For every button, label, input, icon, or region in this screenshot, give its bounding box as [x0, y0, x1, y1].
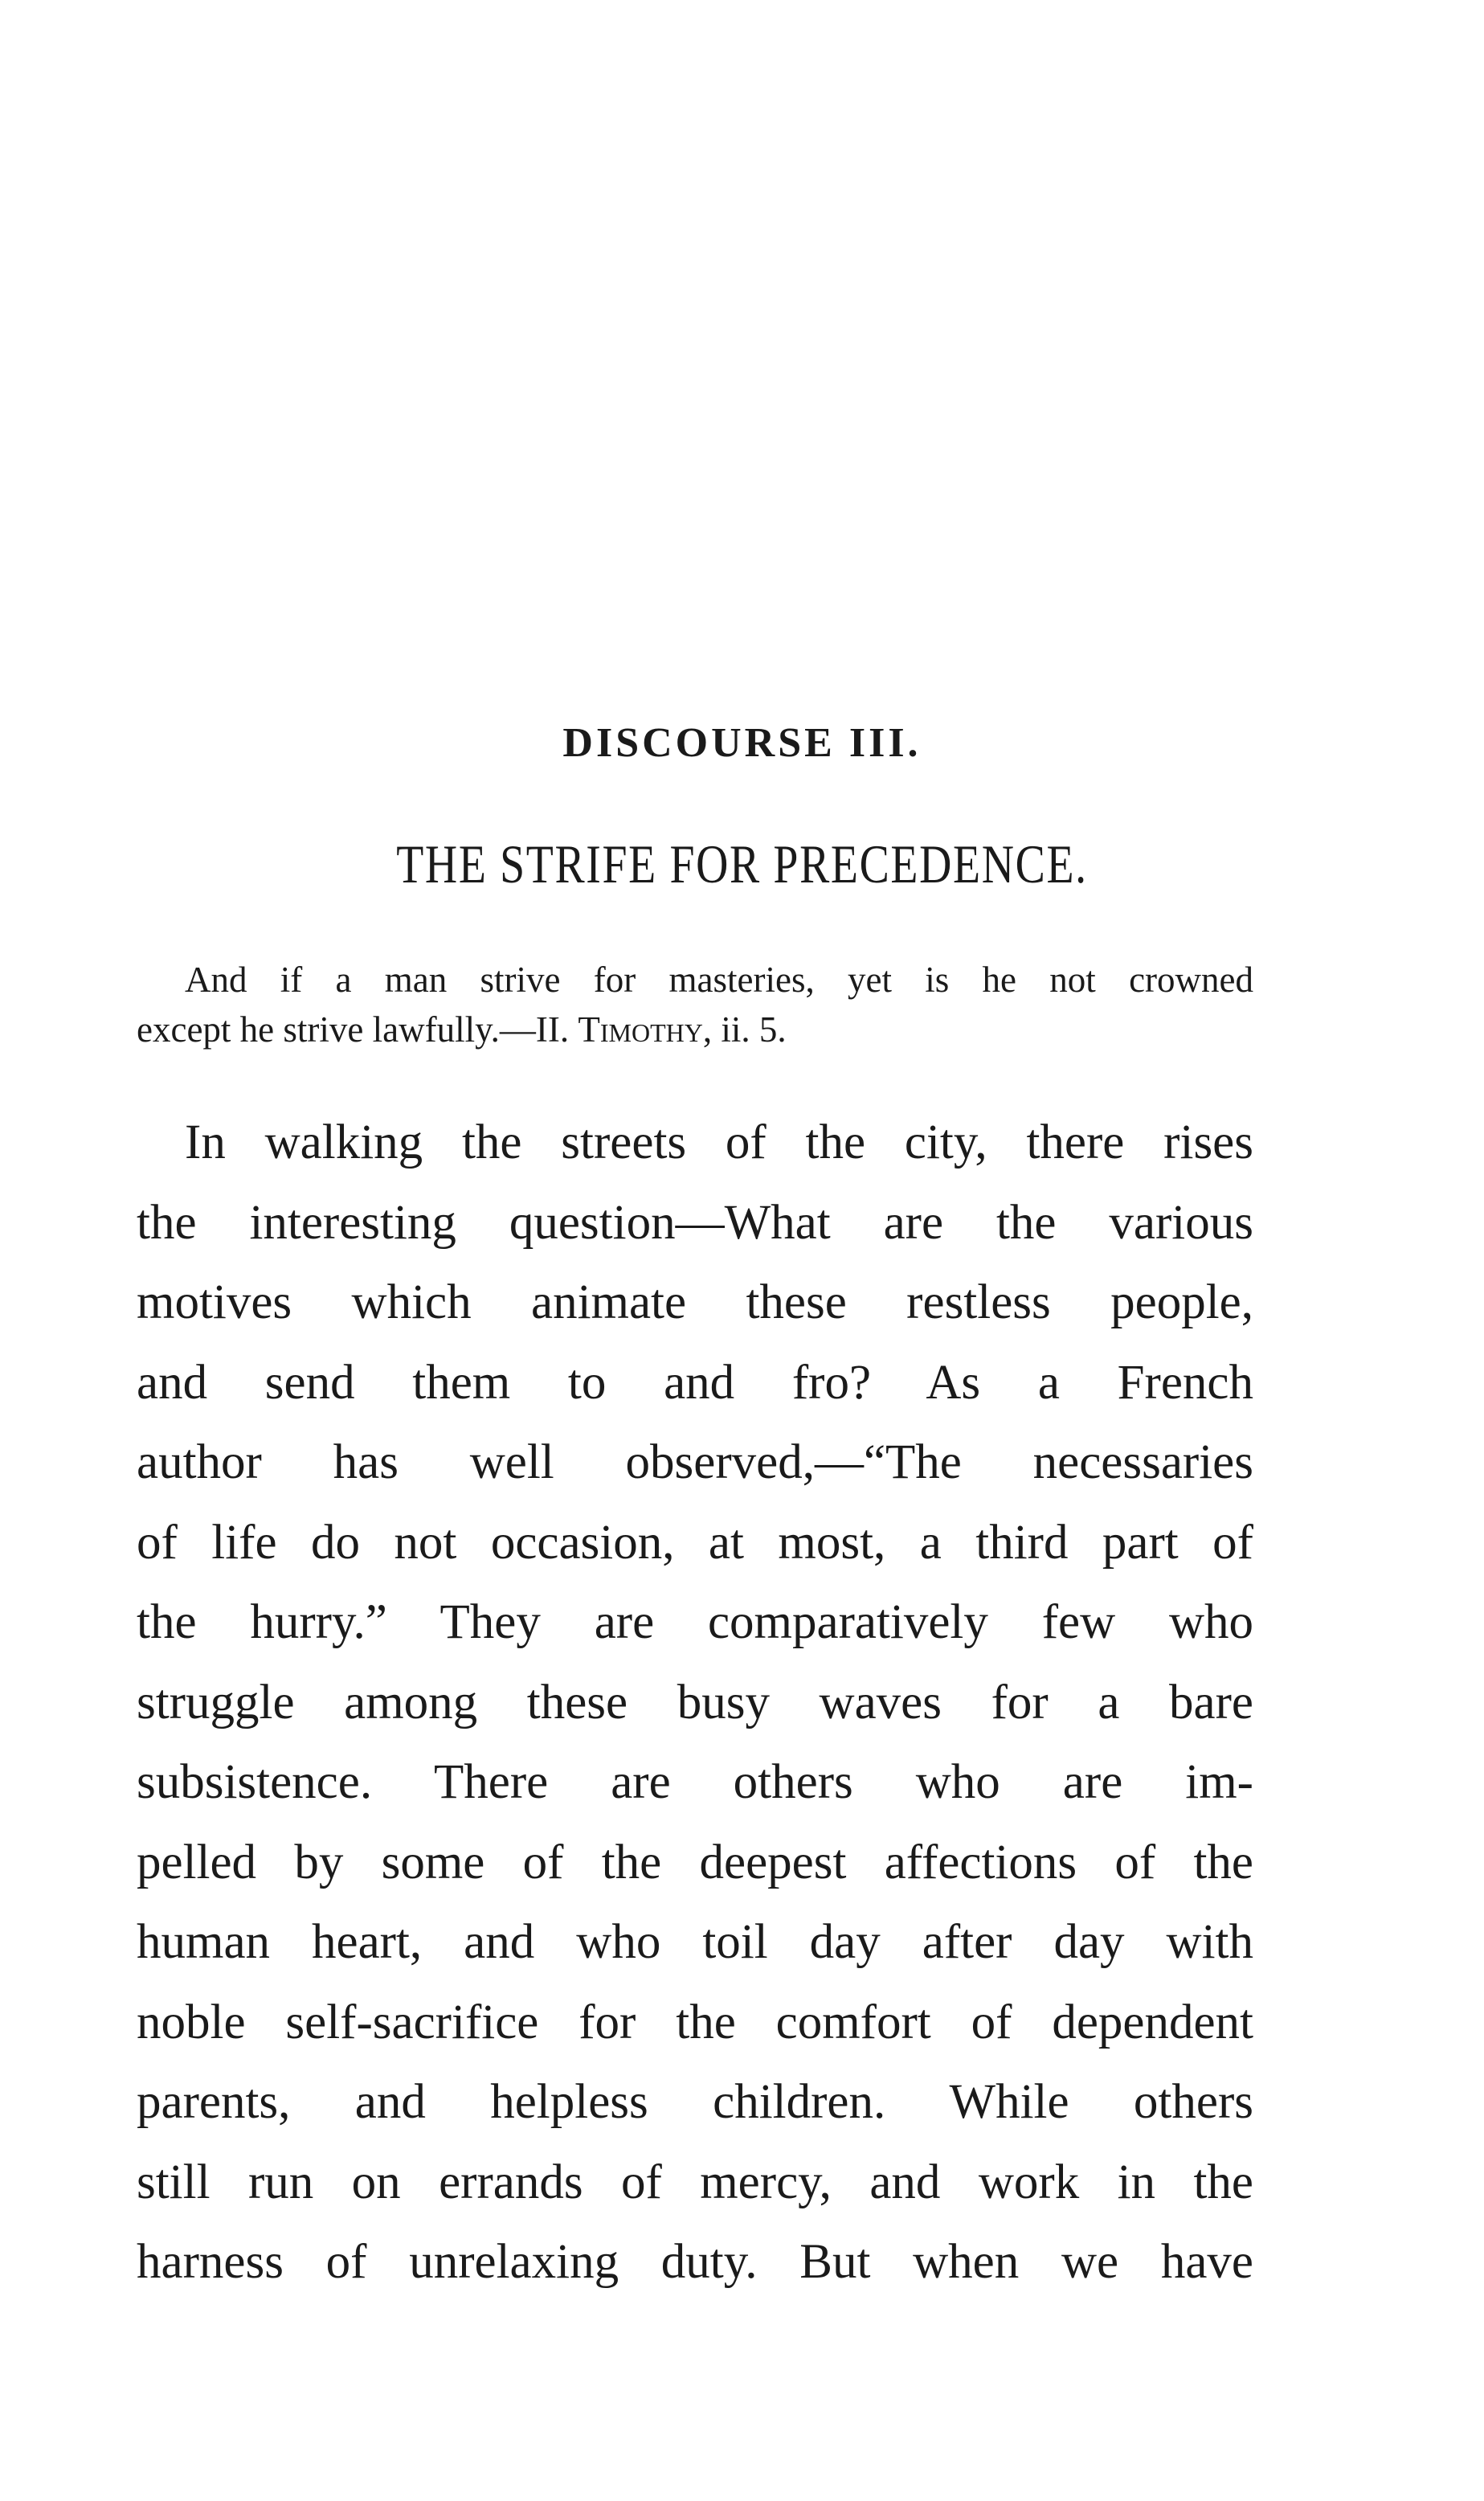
discourse-heading: DISCOURSE III.: [562, 720, 922, 766]
body-line: of life do not occasion, at most, a third part of: [137, 1515, 1253, 1570]
body-line: the hurry.” They are comparatively few who: [137, 1595, 1253, 1649]
epigraph-text: except he strive lawfully.—II.: [137, 1009, 578, 1050]
epigraph-line: And if a man strive for masteries, yet is he not crowned: [185, 960, 1253, 1000]
body-line: In walking the streets of the city, there rises: [185, 1115, 1253, 1169]
chapter-title: THE STRIFE FOR PRECEDENCE.: [396, 833, 1088, 894]
body-paragraph: [137, 1103, 1253, 2302]
epigraph-source: Timothy: [578, 1009, 703, 1050]
epigraph: [137, 955, 1253, 1054]
body-line: pelled by some of the deepest affections of the: [137, 1835, 1253, 1889]
body-line: noble self-sacrifice for the comfort of dependent: [137, 1995, 1253, 2049]
body-line: motives which animate these restless people,: [137, 1275, 1253, 1329]
body-line: harness of unrelaxing duty. But when we have: [137, 2235, 1253, 2289]
body-line: struggle among these busy waves for a bare: [137, 1675, 1253, 1729]
epigraph-reference: , ii. 5.: [702, 1009, 787, 1050]
body-line: parents, and helpless children. While others: [137, 2075, 1253, 2129]
body-line: and send them to and fro? As a French: [137, 1355, 1253, 1410]
body-line: the interesting question—What are the various: [137, 1195, 1253, 1250]
body-line: subsistence. There are others who are im-: [137, 1755, 1253, 1809]
epigraph-line: [137, 1005, 1253, 1054]
body-line: still run on errands of mercy, and work in the: [137, 2155, 1253, 2209]
body-line: author has well observed,—“The necessaries: [137, 1435, 1253, 1489]
body-line: human heart, and who toil day after day with: [137, 1915, 1253, 1969]
